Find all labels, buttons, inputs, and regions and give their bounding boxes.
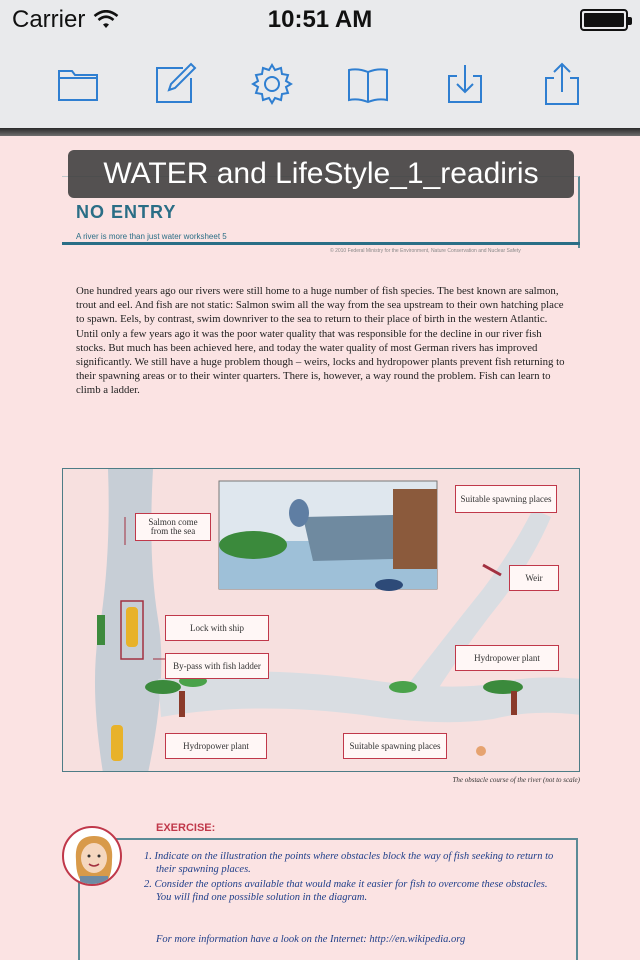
credit-text: © 2010 Federal Ministry for the Environment, Nature Conservation and Nuclear Safety bbox=[330, 248, 521, 254]
wifi-icon bbox=[93, 10, 119, 30]
intro-paragraph: One hundred years ago our rivers were still home to a huge number of fish species. The best known are salmon, trout and eel. And fish are not static: Salmon swim all the way from the sea upstream to their own hatching place to spawn. Eels, by contrast, swim downriver to the sea to return to their place of birth in the western Atlantic. Until only a few years ago it was the poor water quality that was responsible for the decline in our river fish stocks. But much has been achieved here, and today the water quality of most German rivers has improved significantly. We still have a huge problem though – weirs, locks and hydropower plants prevent fish returning to their spawning areas or to their winter quarters. There is, however, a way round the problem. Fish can learn to climb a ladder. bbox=[76, 285, 565, 397]
document-title: WATER and LifeStyle_1_readiris bbox=[68, 150, 574, 198]
exercise-item: 2. Consider the options available that would make it easier for fish to overcome these obstacles. You will find one possible solution in the diagram. bbox=[144, 879, 548, 903]
river-diagram bbox=[62, 468, 580, 772]
label-hydropower-right: Hydropower plant bbox=[455, 645, 559, 671]
more-info-text: For more information have a look on the Internet: http://en.wikipedia.org bbox=[156, 934, 466, 945]
toolbar-divider bbox=[0, 128, 640, 136]
reader-button[interactable] bbox=[342, 58, 394, 110]
settings-button[interactable] bbox=[246, 58, 298, 110]
label-spawning-bottom: Suitable spawning places bbox=[343, 733, 447, 759]
exercise-item: 1. Indicate on the illustration the points where obstacles block the way of fish seeking to return to their spawning places. bbox=[144, 851, 554, 875]
exercise-title: EXERCISE: bbox=[156, 822, 216, 834]
share-button[interactable] bbox=[536, 58, 588, 110]
book-icon bbox=[346, 62, 390, 106]
label-lock: Lock with ship bbox=[165, 615, 269, 641]
folder-button[interactable] bbox=[52, 58, 104, 110]
label-hydropower-left: Hydropower plant bbox=[165, 733, 267, 759]
worksheet-subtitle: A river is more than just water worksheet 5 bbox=[76, 232, 227, 241]
edit-icon bbox=[153, 62, 197, 106]
status-time: 10:51 AM bbox=[267, 6, 373, 33]
avatar bbox=[62, 826, 122, 886]
document-page[interactable] bbox=[0, 136, 640, 960]
gear-icon bbox=[250, 62, 294, 106]
status-bar bbox=[0, 0, 640, 40]
label-spawning-top: Suitable spawning places bbox=[455, 485, 557, 513]
edit-button[interactable] bbox=[149, 58, 201, 110]
carrier-label: Carrier bbox=[12, 6, 86, 33]
header-divider bbox=[62, 242, 580, 245]
download-button[interactable] bbox=[439, 58, 491, 110]
worksheet-heading: NO ENTRY bbox=[76, 202, 177, 222]
folder-icon bbox=[56, 62, 100, 106]
share-icon bbox=[540, 62, 584, 106]
label-weir: Weir bbox=[509, 565, 559, 591]
label-salmon: Salmon come from the sea bbox=[135, 513, 211, 541]
label-bypass: By-pass with fish ladder bbox=[165, 653, 269, 679]
battery-icon bbox=[580, 9, 628, 31]
toolbar bbox=[0, 40, 640, 128]
exercise-list bbox=[144, 850, 564, 906]
download-icon bbox=[443, 62, 487, 106]
status-left bbox=[12, 6, 119, 34]
diagram-caption: The obstacle course of the river (not to scale) bbox=[452, 776, 580, 784]
